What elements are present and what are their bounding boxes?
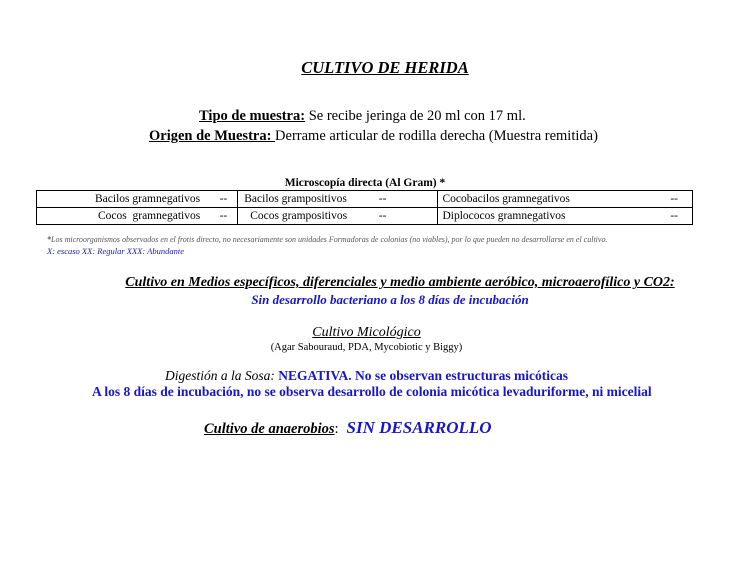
organism-value: -- [670,193,678,205]
microscopy-title: Microscopía directa (Al Gram) * [284,177,446,189]
digestion-label: Digestión a la Sosa: [165,368,279,383]
culture-result: Sin desarrollo bacteriano a los 8 días de incubación [251,292,529,307]
table-cell [438,208,693,225]
report-title: CULTIVO DE HERIDA [301,58,469,77]
anaerobes-label: Cultivo de anaerobios [204,421,335,437]
mycology-heading: Cultivo Micológico [312,325,421,340]
sample-type-label: Tipo de muestra: [199,108,306,124]
sample-type-line [199,108,526,125]
sample-origin-value: Derrame articular de rodilla derecha (Muestra remitida) [275,128,598,144]
microscopy-table [36,190,693,225]
anaerobes-result: SIN DESARROLLO [346,418,492,437]
table-cell [238,191,438,208]
table-cell [438,191,693,208]
table-cell [238,208,438,225]
table-cell [37,191,238,208]
incubation-result: A los 8 días de incubación, no se observa desarrollo de colonia micótica levaduriforme, ni micelial [92,384,652,399]
organism-label: Cocos gramnegativos [98,210,201,222]
organism-value: -- [670,210,678,222]
organism-value: -- [378,210,387,222]
sample-type-value: Se recibe jeringa de 20 ml con 17 ml. [305,108,526,124]
culture-heading: Cultivo en Medios específicos, diferenciales y medio ambiente aeróbico, microaerofílico y CO2: [125,275,675,290]
abundance-legend: X: escaso XX: Regular XXX: Abundante [47,246,184,256]
note-asterisk: * [47,235,51,244]
table-row [37,208,693,225]
organism-label: Cocobacilos gramnegativos [442,193,570,205]
organism-value: -- [219,210,228,222]
anaerobes-line [204,418,492,438]
mycology-media: (Agar Sabouraud, PDA, Mycobiotic y Biggy) [270,342,463,353]
organism-label: Cocos grampositivos [250,210,348,222]
table-cell [37,208,238,225]
table-row [37,191,693,208]
digestion-line [0,368,733,384]
organism-label: Diplococos gramnegativos [442,210,566,222]
note-text: Los microorganismos observados en el frotis directo, no necesariamente son unidades Formadoras de colonias (no viables), por lo que pueden no desarrollarse en el cultivo. [51,235,608,244]
organism-label: Bacilos gramnegativos [95,193,201,205]
sample-origin-label: Origen de Muestra: [149,128,276,144]
digestion-result: NEGATIVA. No se observan estructuras micóticas [278,368,568,383]
microscopy-note [47,235,607,244]
organism-label: Bacilos grampositivos [244,193,347,205]
anaerobes-colon: : [334,421,339,437]
sample-origin-line [149,128,598,145]
organism-value: -- [378,193,387,205]
organism-value: -- [219,193,228,205]
